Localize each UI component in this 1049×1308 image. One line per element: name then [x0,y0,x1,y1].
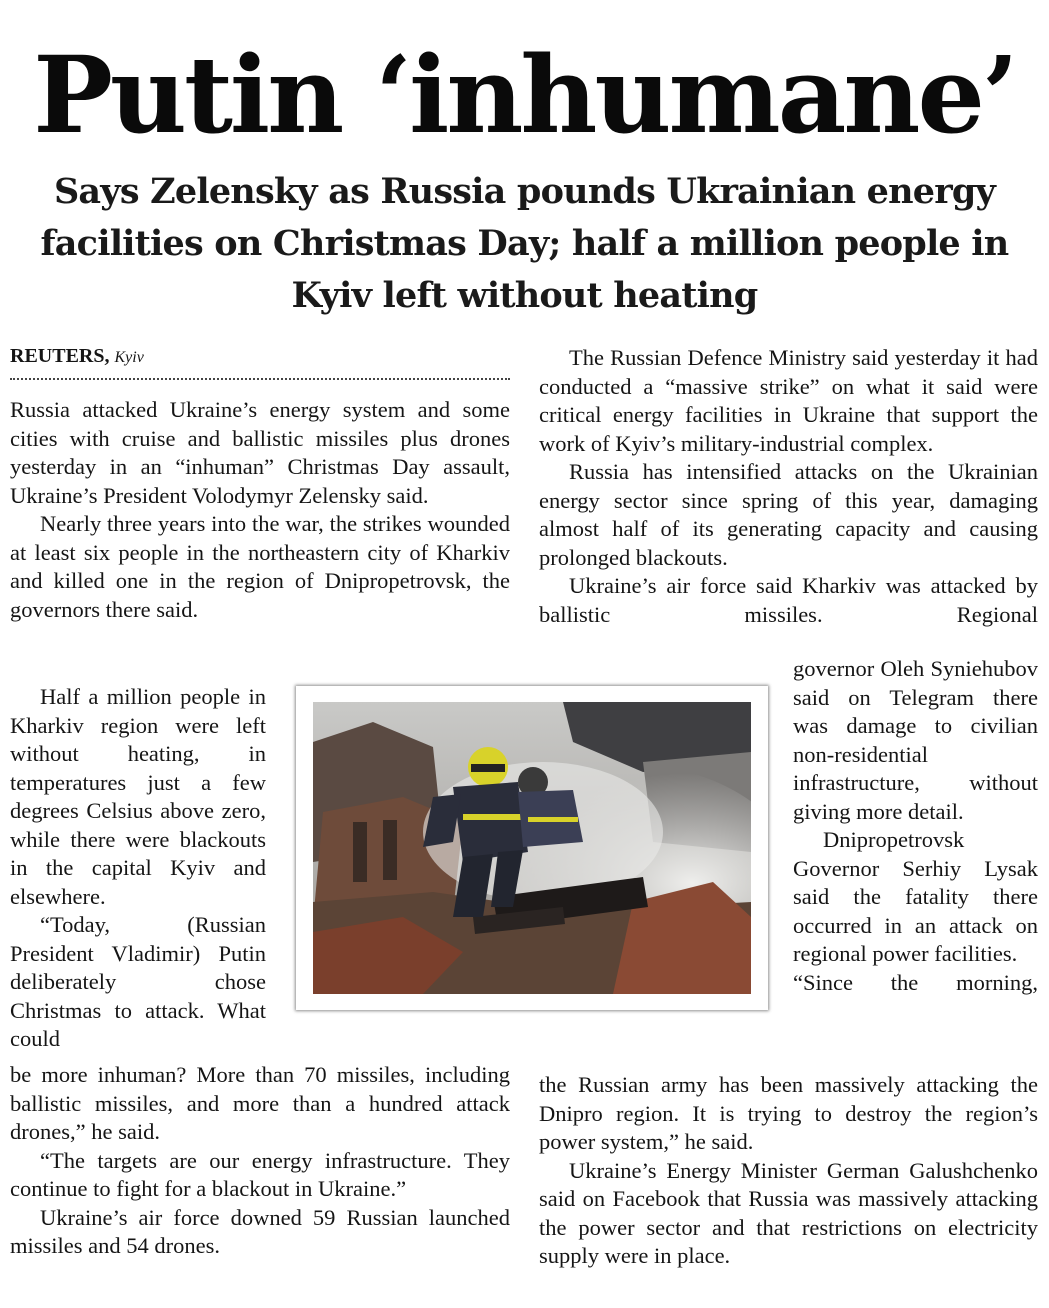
article-paragraph: “Since the morning, [793,969,1038,995]
article-paragraph: Half a million people in Kharkiv region were left without heating, in temperatures just a few degrees Celsius above zero, while there were blackouts in the capital Kyiv and elsewhere. [10,684,266,909]
article-paragraph: Ukraine’s air force said Kharkiv was attacked by ballistic missiles. Regional [539,573,1038,627]
article-paragraph: be more inhuman? More than 70 missiles, including ballistic missiles, and more than a hundred attack drones,” he said. [10,1062,510,1144]
article-paragraph: Ukraine’s air force downed 59 Russian launched missiles and 54 drones. [10,1204,510,1258]
byline [10,342,510,372]
headline: Putin ‘inhumane’ [33,32,1016,157]
article-paragraph: Dnipropetrovsk Governor Serhiy Lysak said the fatality there occurred in an attack on regional power facilities. [793,827,1038,966]
left-column-top [10,396,510,624]
subheadline: Says Zelensky as Russia pounds Ukrainian energy facilities on Christmas Day; half a million people in Kyiv left without heating [40,171,1009,316]
photo-frame [296,686,768,1010]
left-column-wrap [10,683,266,1054]
right-column-bottom [539,1071,1038,1271]
article-paragraph: Ukraine’s Energy Minister German Galushchenko said on Facebook that Russia was massively attacking the power sector and that restrictions on electricity supply were in place. [539,1157,1038,1268]
article-paragraph: Nearly three years into the war, the strikes wounded at least six people in the northeastern city of Kharkiv and killed one in the region of Dnipropetrovsk, the governors there said. [10,511,510,622]
firefighters-photo [313,702,751,994]
article-paragraph: “Today, (Russian President Vladimir) Putin deliberately chose Christmas to attack. What could [10,912,266,1051]
byline-agency: REUTERS, [10,345,110,367]
article-paragraph: governor Oleh Syniehubov said on Telegram there was damage to civilian non-residential infrastructure, without giving more detail. [793,656,1038,824]
left-column-bottom [10,1061,510,1261]
byline-place: Kyiv [114,349,144,366]
right-column-wrap [793,655,1038,997]
article-paragraph: Russia has intensified attacks on the Ukrainian energy sector since spring of this year, damaging almost half of its generating capacity and causing prolonged blackouts. [539,459,1038,570]
right-column-top [539,344,1038,629]
article-paragraph: Russia attacked Ukraine’s energy system and some cities with cruise and ballistic missiles plus drones yesterday in an “inhuman” Christmas Day assault, Ukraine’s President Volodymyr Zelensky said. [10,397,510,508]
article-paragraph: “The targets are our energy infrastructure. They continue to fight for a blackout in Ukraine.” [10,1147,510,1201]
dotted-divider [10,378,510,380]
article-paragraph: The Russian Defence Ministry said yesterday it had conducted a “massive strike” on what it said were critical energy facilities in Ukraine that support the work of Kyiv’s military-industrial complex. [539,345,1038,456]
article-paragraph: the Russian army has been massively attacking the Dnipro region. It is trying to destroy the region’s power system,” he said. [539,1072,1038,1154]
